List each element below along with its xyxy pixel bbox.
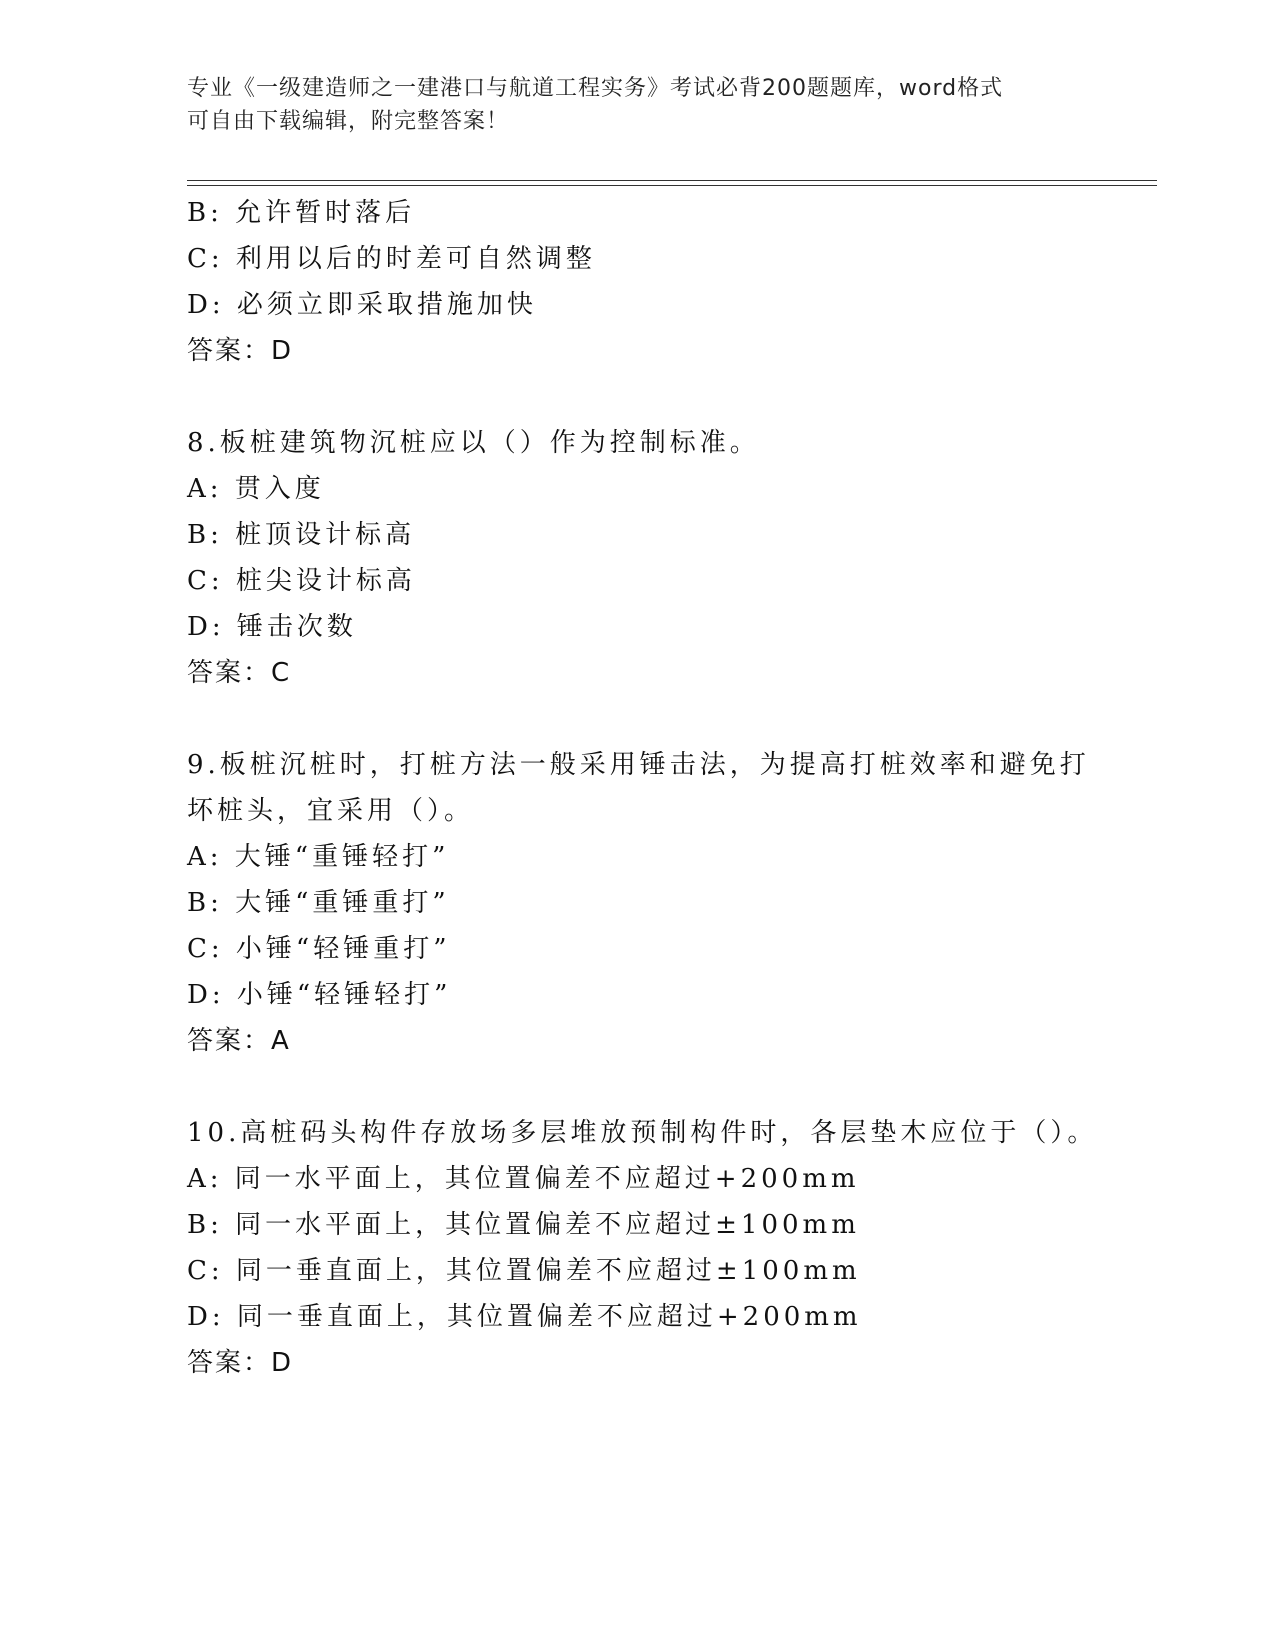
question-stem-line: 10.高桩码头构件存放场多层堆放预制构件时，各层垫木应位于（）。 [187, 1118, 1098, 1148]
question-stem-line: 坏桩头，宜采用（）。 [187, 796, 475, 826]
option-b: B: 大锤“重锤重打” [187, 888, 450, 918]
spacer [187, 1064, 1087, 1110]
option-a: A: 大锤“重锤轻打” [187, 842, 450, 872]
answer: 答案：A [187, 1026, 291, 1056]
option-b: B: 允许暂时落后 [187, 198, 416, 228]
option-d: D: 小锤“轻锤轻打” [187, 980, 452, 1010]
option-d: D: 必须立即采取措施加快 [187, 290, 537, 320]
option-a: A: 贯入度 [187, 474, 325, 504]
question-10 [187, 1110, 1098, 1386]
option-d: D: 锤击次数 [187, 612, 357, 642]
question-stem [187, 420, 1087, 466]
spacer [187, 374, 1087, 420]
option-c: C: 同一垂直面上，其位置偏差不应超过±100mm [187, 1256, 861, 1286]
header-line-2: 可自由下载编辑，附完整答案！ [187, 109, 510, 134]
spacer [187, 696, 1087, 742]
question-7-continuation [187, 190, 1087, 374]
option-d: D: 同一垂直面上，其位置偏差不应超过+200mm [187, 1302, 862, 1332]
option-b: B: 桩顶设计标高 [187, 520, 416, 550]
option-a: A: 同一水平面上，其位置偏差不应超过+200mm [187, 1164, 860, 1194]
question-8 [187, 420, 1087, 696]
answer: 答案：D [187, 1348, 294, 1378]
option-c: C: 利用以后的时差可自然调整 [187, 244, 596, 274]
question-stem [187, 742, 1090, 834]
header-divider-top [187, 180, 1157, 181]
question-stem-line: 8.板桩建筑物沉桩应以（）作为控制标准。 [187, 428, 760, 458]
question-stem [187, 1110, 1098, 1156]
option-b: B: 同一水平面上，其位置偏差不应超过±100mm [187, 1210, 860, 1240]
option-c: C: 桩尖设计标高 [187, 566, 416, 596]
header-divider-bottom [187, 185, 1157, 186]
question-stem-line: 9.板桩沉桩时，打桩方法一般采用锤击法，为提高打桩效率和避免打 [187, 750, 1090, 780]
option-c: C: 小锤“轻锤重打” [187, 934, 451, 964]
answer: 答案：C [187, 658, 292, 688]
page-header [187, 72, 1087, 138]
header-line-1: 专业《一级建造师之一建港口与航道工程实务》考试必背200题题库，word格式 [187, 76, 1004, 101]
question-9 [187, 742, 1090, 1064]
answer: 答案：D [187, 336, 294, 366]
question-list [187, 190, 1098, 1386]
